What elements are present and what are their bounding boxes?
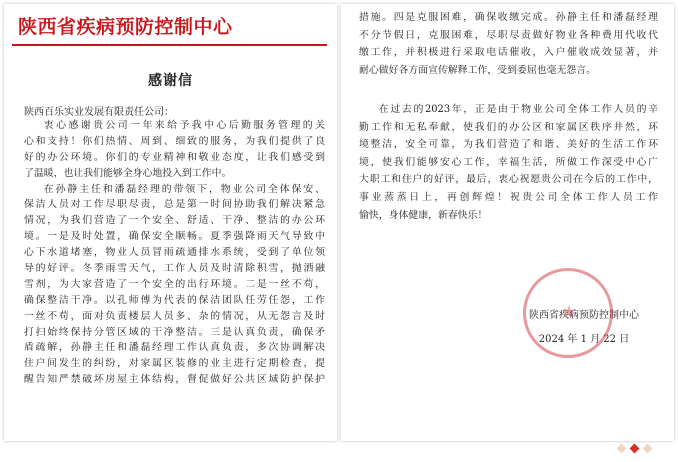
page-dot-icon[interactable]	[617, 443, 627, 453]
letter-line: 措施。四是克服困难，确保收缴完成。孙静主任和潘磊经理	[359, 12, 658, 23]
letter-line: 勤工作和无私奉献，使我们的办公区和家属区秩序井然，环	[359, 121, 658, 133]
letter-line: 打扫始终保持分管区域的干净整洁。三是认真负责，确保矛	[24, 326, 325, 338]
letter-line: 心和支持！你们热情、周到、细致的服务，为我们提供了良	[24, 135, 325, 147]
page-dot-active-icon[interactable]	[630, 443, 640, 453]
letterhead-title: 陕西省疾病预防控制中心	[18, 16, 233, 38]
letter-line: 导的好评。冬季雨雪天气，工作人员及时清除积雪，抛洒融	[24, 263, 325, 275]
letter-line: 大职工和住户的好评，最后，衷心祝愿贵公司在今后的工作中，	[359, 174, 658, 186]
letter-line: 在过去的2023年，正是由于物业公司全体工作人员的辛	[378, 104, 658, 115]
letter-line: 愉快，身体健康，新春快乐！	[359, 209, 488, 221]
letter-line: 境，使我们能够安心工作，幸福生活，所做工作深受中心广	[359, 156, 658, 168]
letter-line: 一丝不苟，面对负责楼层人员多、杂的情况，从无怨言及时	[24, 310, 325, 322]
letter-line: 心下水道堵塞，物业人员冒雨疏通排水系统，受到了单位领	[24, 247, 325, 259]
letter-line: 在孙静主任和潘磊经理的带领下，物业公司全体保安、	[43, 183, 325, 195]
page-indicator[interactable]	[618, 442, 662, 454]
letter-page-left	[4, 4, 337, 441]
page-dot-icon[interactable]	[643, 443, 653, 453]
letter-title: 感谢信	[148, 73, 193, 89]
letterhead-rule	[12, 44, 327, 46]
letter-line: 耐心做好各方面宣传解释工作，受到委屈也毫无怨言。	[359, 64, 597, 76]
letter-line: 确保整洁干净。以孔师傅为代表的保洁团队任劳任怨，工作	[24, 294, 325, 306]
letter-line: 不分节假日，克服困难，尽职尽责做好物业各种费用代收代	[359, 29, 658, 41]
letter-line: 衷心感谢贵公司一年来给予我中心后勤服务管理的关	[43, 120, 325, 131]
letter-line: 住户间发生的纠纷，对家属区装修的业主进行定期检查，提	[24, 358, 325, 370]
letter-line: 保洁人员对工作尽职尽责，总是第一时间协助我们解决紧急	[24, 199, 325, 211]
letter-line: 盾疏解，孙静主任和潘磊经理工作认真负责，多次协调解决	[24, 342, 325, 354]
official-seal-icon	[523, 268, 613, 358]
letter-line: 缴工作，并积极进行采取电话催收，入户催收成效显著，并	[359, 47, 658, 59]
letter-body-left	[24, 118, 325, 388]
letter-page-right	[341, 4, 674, 441]
letter-line: 醒告知严禁破坏房屋主体结构，督促做好公共区域防护保护	[24, 374, 325, 386]
letter-body-right-p2	[359, 101, 658, 224]
letter-line: 情况，为我们营造了一个安全、舒适、干净、整洁的办公环	[24, 215, 325, 227]
signature-org: 陕西省疾病预防控制中心	[529, 310, 639, 321]
letter-line: 事业蒸蒸日上，再创辉煌！祝贵公司全体工作人员工作	[359, 191, 658, 203]
letter-line: 雪剂，为大家营造了一个安全的出行环境。二是一丝不苟，	[24, 278, 325, 290]
letter-line: 了温暖，也让我们能够全身心地投入到工作中。	[24, 167, 232, 179]
letter-line: 境。一是及时处置，确保安全顺畅。夏季强降雨天气导致中	[24, 231, 325, 243]
letter-line: 好的办公环境。你们的专业精神和敬业态度，让我们感受到	[24, 151, 325, 163]
letter-addressee: 陕西百乐实业发展有限责任公司：	[24, 107, 174, 118]
letter-body-right-p1	[359, 9, 658, 79]
letter-line: 境整洁，安全可靠，为我们营造了和谐、美好的生活工作环	[359, 139, 658, 151]
signature-date: 2024 年 1 月 22 日	[538, 334, 630, 345]
signature-block	[509, 306, 659, 345]
